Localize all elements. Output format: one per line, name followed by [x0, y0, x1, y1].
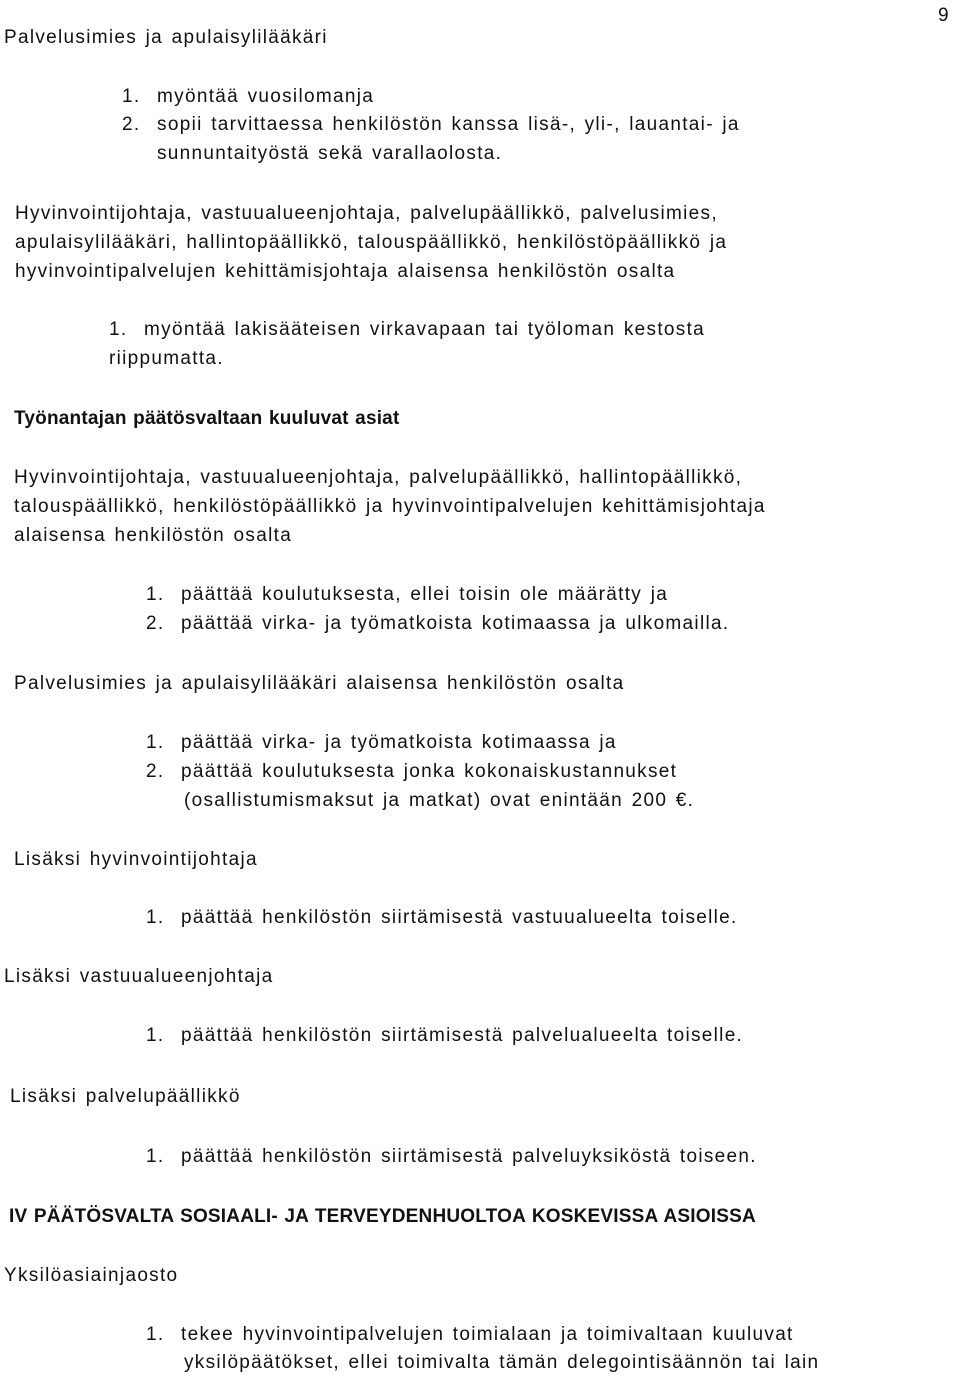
- paragraph-line: hyvinvointipalvelujen kehittämisjohtaja alaisensa henkilöstön osalta: [15, 261, 676, 282]
- list-item: [146, 908, 738, 927]
- list-item: [122, 115, 740, 134]
- list-text: päättää henkilöstön siirtämisestä palvelualueelta toiselle.: [181, 1025, 744, 1046]
- section-heading: Lisäksi hyvinvointijohtaja: [14, 849, 258, 870]
- list-number: 2.: [146, 613, 165, 634]
- list-number: 2.: [146, 761, 165, 782]
- paragraph-line: apulaisylilääkäri, hallintopäällikkö, talouspäällikkö, henkilöstöpäällikkö ja: [15, 232, 728, 253]
- list-number: 1.: [146, 732, 165, 753]
- list-number: 1.: [122, 86, 141, 107]
- list-item-continuation: sunnuntaityöstä sekä varallaolosta.: [157, 143, 503, 164]
- page-number: 9: [938, 5, 949, 26]
- section-heading: Lisäksi vastuualueenjohtaja: [4, 966, 274, 987]
- paragraph-line: Hyvinvointijohtaja, vastuualueenjohtaja, palvelupäällikkö, palvelusimies,: [15, 203, 718, 224]
- list-number: 1.: [146, 907, 165, 928]
- list-text: päättää henkilöstön siirtämisestä palveluyksiköstä toiseen.: [181, 1146, 757, 1167]
- section-heading: Palvelusimies ja apulaisylilääkäri alaisensa henkilöstön osalta: [14, 673, 625, 694]
- list-text: päättää koulutuksesta jonka kokonaiskustannukset: [181, 761, 678, 782]
- list-item: [146, 1325, 794, 1344]
- paragraph-line: Hyvinvointijohtaja, vastuualueenjohtaja, palvelupäällikkö, hallintopäällikkö,: [14, 467, 743, 488]
- list-text: myöntää vuosilomanja: [157, 86, 375, 107]
- list-item: [146, 614, 729, 633]
- list-number: 1.: [146, 1146, 165, 1167]
- list-item: [146, 762, 677, 781]
- section-heading: Lisäksi palvelupäällikkö: [10, 1086, 241, 1107]
- list-item: [146, 585, 668, 604]
- list-number: 1.: [109, 319, 128, 340]
- list-text: tekee hyvinvointipalvelujen toimialaan ja toimivaltaan kuuluvat: [181, 1324, 794, 1345]
- list-text: sopii tarvittaessa henkilöstön kanssa lisä-, yli-, lauantai- ja: [157, 114, 740, 135]
- list-item-continuation: yksilöpäätökset, ellei toimivalta tämän delegointisäännön tai lain: [184, 1352, 820, 1373]
- list-text: myöntää lakisääteisen virkavapaan tai työloman kestosta: [144, 319, 706, 340]
- section-heading: Yksilöasiainjaosto: [4, 1265, 179, 1286]
- paragraph-line: alaisensa henkilöstön osalta: [14, 525, 293, 546]
- list-text: päättää virka- ja työmatkoista kotimaassa ja ulkomailla.: [181, 613, 730, 634]
- list-item-continuation: riippumatta.: [109, 348, 224, 369]
- paragraph-line: talouspäällikkö, henkilöstöpäällikkö ja hyvinvointipalvelujen kehittämisjohtaja: [14, 496, 766, 517]
- chapter-heading: IV PÄÄTÖSVALTA SOSIAALI- JA TERVEYDENHUOLTOA KOSKEVISSA ASIOISSA: [9, 1206, 756, 1227]
- list-number: 1.: [146, 584, 165, 605]
- list-item: [109, 320, 705, 339]
- list-number: 1.: [146, 1324, 165, 1345]
- list-item: [146, 1026, 743, 1045]
- list-item: [146, 733, 617, 752]
- list-item-continuation: (osallistumismaksut ja matkat) ovat enintään 200 €.: [184, 790, 695, 811]
- list-item: [122, 87, 374, 106]
- list-number: 2.: [122, 114, 141, 135]
- section-heading: Työnantajan päätösvaltaan kuuluvat asiat: [14, 408, 400, 429]
- list-text: päättää koulutuksesta, ellei toisin ole määrätty ja: [181, 584, 669, 605]
- list-item: [146, 1147, 757, 1166]
- list-text: päättää virka- ja työmatkoista kotimaassa ja: [181, 732, 617, 753]
- list-text: päättää henkilöstön siirtämisestä vastuualueelta toiselle.: [181, 907, 738, 928]
- section-heading: Palvelusimies ja apulaisylilääkäri: [4, 27, 328, 48]
- list-number: 1.: [146, 1025, 165, 1046]
